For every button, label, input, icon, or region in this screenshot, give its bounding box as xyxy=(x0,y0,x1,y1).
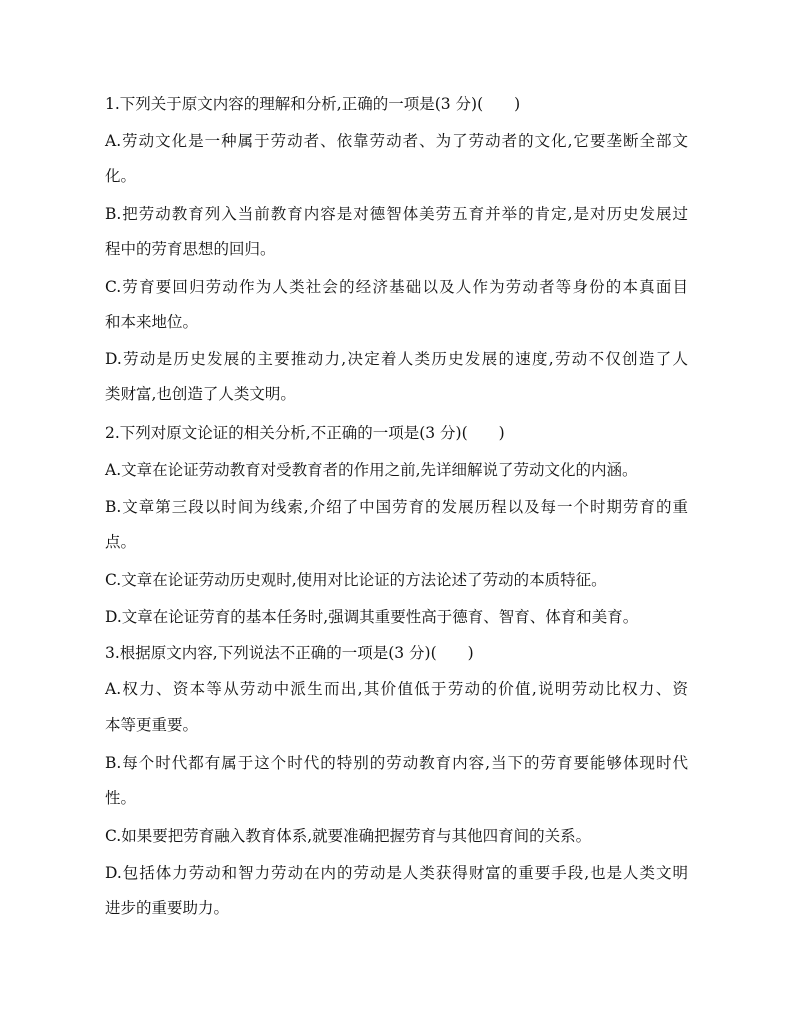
question-2-option-a-line-1: A.文章在论证劳动教育对受教育者的作用之前,先详细解说了劳动文化的内涵。 xyxy=(105,461,638,479)
question-3-option-d-line-2: 进步的重要助力。 xyxy=(105,899,230,917)
question-3-stem: 3.根据原文内容,下列说法不正确的一项是(3 分)( ) xyxy=(105,644,474,662)
question-2-stem: 2.下列对原文论证的相关分析,不正确的一项是(3 分)( ) xyxy=(105,424,505,442)
question-2-option-d-line-1: D.文章在论证劳育的基本任务时,强调其重要性高于德育、智育、体育和美育。 xyxy=(105,608,639,626)
question-3-option-d-line-1: D.包括体力劳动和智力劳动在内的劳动是人类获得财富的重要手段,也是人类文明 xyxy=(105,864,688,882)
question-1-option-a-line-1: A.劳动文化是一种属于劳动者、依靠劳动者、为了劳动者的文化,它要垄断全部文 xyxy=(105,132,688,150)
question-1-option-b-line-1: B.把劳动教育列入当前教育内容是对德智体美劳五育并举的肯定,是对历史发展过 xyxy=(105,205,688,223)
question-1-option-b-line-2: 程中的劳育思想的回归。 xyxy=(105,240,276,258)
question-3-option-b-line-1: B.每个时代都有属于这个时代的特别的劳动教育内容,当下的劳育要能够体现时代 xyxy=(105,754,688,772)
question-1-option-c-line-2: 和本来地位。 xyxy=(105,313,199,331)
question-3-option-a-line-1: A.权力、资本等从劳动中派生而出,其价值低于劳动的价值,说明劳动比权力、资 xyxy=(105,680,688,698)
question-3-option-c-line-1: C.如果要把劳育融入教育体系,就要准确把握劳育与其他四育间的关系。 xyxy=(105,827,592,845)
question-2-option-b-line-1: B.文章第三段以时间为线索,介绍了中国劳育的发展历程以及每一个时期劳育的重 xyxy=(105,498,688,516)
question-1-stem: 1.下列关于原文内容的理解和分析,正确的一项是(3 分)( ) xyxy=(105,95,521,113)
question-1-option-d-line-2: 类财富,也创造了人类文明。 xyxy=(105,385,296,403)
question-3-option-a-line-2: 本等更重要。 xyxy=(105,716,199,734)
question-1-option-a-line-2: 化。 xyxy=(105,167,137,185)
question-1-option-d-line-1: D.劳动是历史发展的主要推动力,决定着人类历史发展的速度,劳动不仅创造了人 xyxy=(105,350,688,368)
question-2-option-c-line-1: C.文章在论证劳动历史观时,使用对比论证的方法论述了劳动的本质特征。 xyxy=(105,571,607,589)
question-1-option-c-line-1: C.劳育要回归劳动作为人类社会的经济基础以及人作为劳动者等身份的本真面目 xyxy=(105,278,688,296)
question-2-option-b-line-2: 点。 xyxy=(105,533,137,551)
question-3-option-b-line-2: 性。 xyxy=(105,789,137,807)
